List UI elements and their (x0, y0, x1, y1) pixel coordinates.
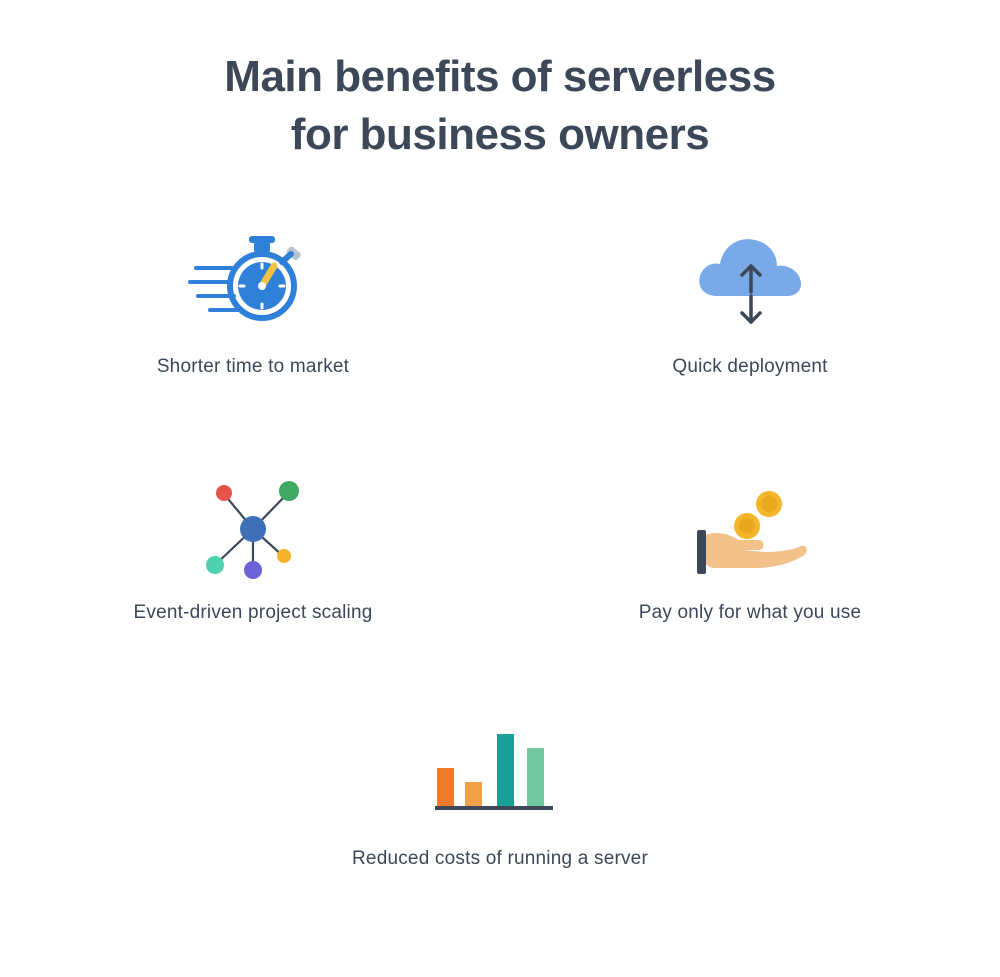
page-title-line-2: for business owners (290, 110, 710, 160)
benefit-label: Reduced costs of running a server (352, 848, 648, 869)
page-title-line-1: Main benefits of serverless (224, 52, 776, 101)
benefits-row-3 (0, 710, 1000, 870)
benefit-item-quick-deployment (500, 218, 1000, 378)
benefit-item-event-driven-scaling (3, 464, 503, 624)
benefits-row-2 (0, 464, 1000, 624)
benefit-item-shorter-time-to-market (3, 218, 503, 378)
benefit-item-reduced-costs (0, 710, 1000, 870)
bar-chart-icon (435, 710, 565, 840)
network-nodes-icon (188, 464, 318, 594)
benefit-item-pay-only-for-use (500, 464, 1000, 624)
benefit-label: Shorter time to market (156, 356, 350, 377)
cloud-upload-download-icon (685, 218, 815, 348)
benefit-label: Event-driven project scaling (133, 602, 373, 623)
hand-with-coins-icon (685, 464, 815, 594)
benefit-label: Pay only for what you use (638, 602, 862, 623)
benefits-grid (0, 218, 1000, 870)
page-title (0, 0, 1000, 164)
stopwatch-icon (188, 218, 318, 348)
benefits-row-1 (0, 218, 1000, 378)
benefit-label: Quick deployment (672, 356, 828, 377)
